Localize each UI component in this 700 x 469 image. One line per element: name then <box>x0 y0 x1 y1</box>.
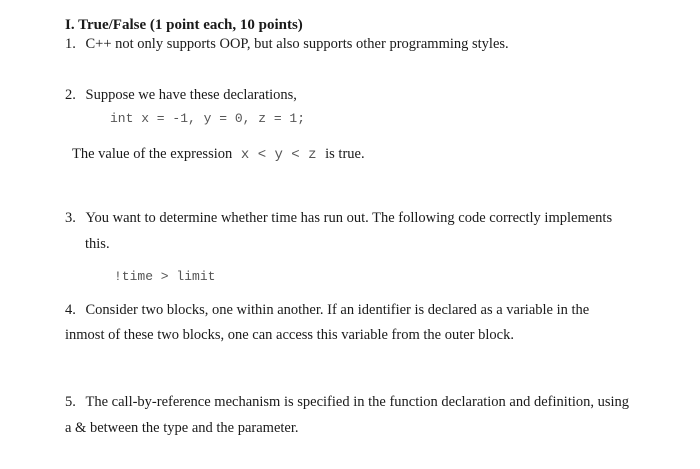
question-text: Suppose we have these declarations, <box>85 87 297 103</box>
question-number: 4. <box>65 302 76 318</box>
question-number: 5. <box>65 394 76 410</box>
code-expression: x < y < z <box>240 147 317 163</box>
question-text: You want to determine whether time has run out. The following code correctly implements <box>85 210 613 226</box>
question-text: C++ not only supports OOP, but also supports other programming styles. <box>85 36 509 52</box>
question-2-statement <box>72 145 365 164</box>
code-condition: !time > limit <box>114 269 216 284</box>
question-number: 2. <box>65 87 76 103</box>
statement-prefix: The value of the expression <box>72 146 233 162</box>
question-1 <box>65 35 509 53</box>
section-heading: I. True/False (1 point each, 10 points) <box>65 17 303 33</box>
question-4-continuation: inmost of these two blocks, one can access this variable from the outer block. <box>65 327 514 343</box>
question-3 <box>65 209 612 227</box>
question-5-continuation: a & between the type and the parameter. <box>65 420 299 436</box>
question-3-continuation: this. <box>85 236 110 252</box>
question-number: 3. <box>65 210 76 226</box>
question-number: 1. <box>65 36 76 52</box>
question-text: Consider two blocks, one within another. If an identifier is declared as a variable in the <box>85 302 590 318</box>
code-declarations: int x = -1, y = 0, z = 1; <box>110 111 306 126</box>
question-4 <box>65 301 589 319</box>
statement-suffix: is true. <box>325 146 365 162</box>
question-text: The call-by-reference mechanism is specified in the function declaration and definition, using <box>85 394 630 410</box>
question-2 <box>65 86 297 104</box>
question-5 <box>65 393 629 411</box>
